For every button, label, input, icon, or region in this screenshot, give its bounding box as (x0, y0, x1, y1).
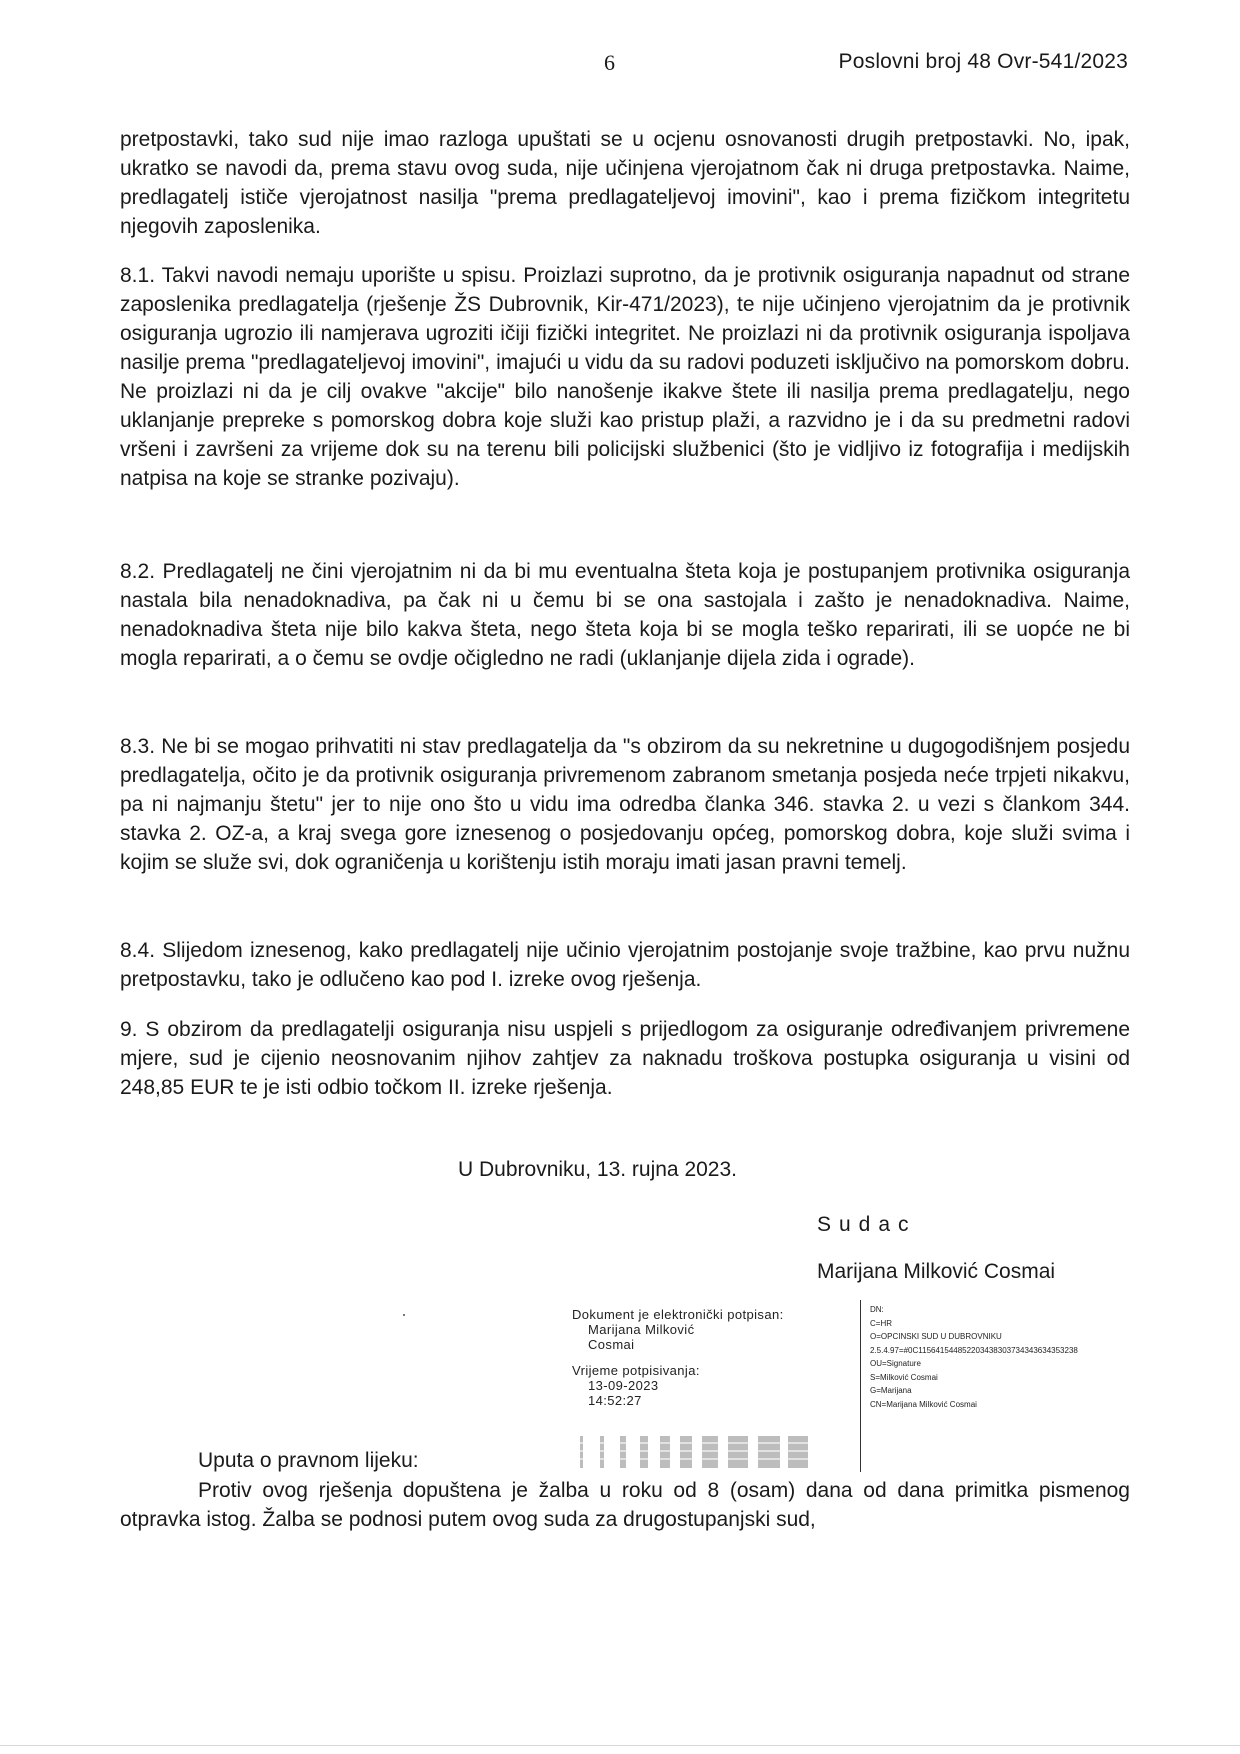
case-number: Poslovni broj 48 Ovr-541/2023 (838, 50, 1128, 73)
signature-divider (860, 1300, 861, 1472)
judge-title: Sudac (817, 1213, 917, 1236)
paragraph-9: 9. S obzirom da predlagatelji osiguranja nisu uspjeli s prijedlogom za osiguranje određivanjem privremene mjere, sud je cijenio neosnovanim njihov zahtjev za naknadu troškova postupka osiguranja u visini od 248,85 EUR te je isti odbio točkom II. izreke rješenja. (120, 1018, 1130, 1099)
dn-line: CN=Marijana Milković Cosmai (870, 1399, 977, 1409)
judge-name: Marijana Milković Cosmai (817, 1260, 1056, 1283)
legal-remedy-text: Protiv ovog rješenja dopuštena je žalba u roku od 8 (osam) dana od dana primitka pismenog otpravka istog. Žalba se podnosi putem ovog suda za drugostupanjski sud, (120, 1479, 1130, 1531)
signer-name-line2: Cosmai (588, 1337, 635, 1352)
signature-barcode-icon (580, 1430, 810, 1470)
dn-line: G=Marijana (870, 1386, 912, 1395)
signature-dn (870, 1303, 1078, 1411)
dn-line: O=OPCINSKI SUD U DUBROVNIKU (870, 1332, 1002, 1341)
dn-line: DN: (870, 1305, 884, 1314)
signing-time: 14:52:27 (588, 1393, 642, 1408)
page-number: 6 (604, 50, 615, 75)
paragraph-8-3: 8.3. Ne bi se mogao prihvatiti ni stav predlagatelja da "s obzirom da su nekretnine u dugogodišnjem posjedu predlagatelja, očito je da protivnik osiguranja privremenom zabranom smetanja posjeda neće trpjeti nikakvu, pa ni najmanju štetu" jer to nije ono što u vidu ima odredba članka 346. stavka 2. u vezi s člankom 344. stavka 2. OZ-a, a kraj svega gore iznesenog o posjedovanju općeg, pomorskog dobra, koje služi svima i kojim se služe svi, dok ograničenja u korištenju istih moraju imati jasan pravni temelj. (120, 735, 1130, 874)
dn-line: S=Milković Cosmai (870, 1372, 938, 1382)
signature-info (572, 1307, 784, 1408)
stray-dot (403, 1314, 405, 1316)
place-date: U Dubrovniku, 13. rujna 2023. (458, 1158, 737, 1181)
signing-date: 13-09-2023 (588, 1378, 659, 1393)
dn-line: C=HR (870, 1318, 893, 1328)
bottom-rule (0, 1745, 1240, 1746)
paragraph-8-4: 8.4. Slijedom iznesenog, kako predlagatelj nije učinio vjerojatnim postojanje svoje tražbine, kao prvu nužnu pretpostavku, tako je odlučeno kao pod I. izreke ovog rješenja. (120, 939, 1130, 991)
paragraph-8-1: 8.1. Takvi navodi nemaju uporište u spisu. Proizlazi suprotno, da je protivnik osiguranja napadnut od strane zaposlenika predlagatelja (rješenje ŽS Dubrovnik, Kir-471/2023), te nije učinjeno vjerojatnim da je protivnik osiguranja ugrozio ili namjerava ugroziti ičiji fizički integritet. Ne proizlazi ni da protivnik osiguranja ispoljava nasilje prema "predlagateljevoj imovini", imajući u vidu da su radovi poduzeti isključivo na pomorskom dobru. Ne proizlazi ni da je cilj ovakve "akcije" bilo nanošenje ikakve štete ili nasilja prema predlagatelju, nego uklanjanje prepreke s pomorskog dobra koje služi kao pristup plaži, a razvidno je i da su predmetni radovi vršeni i završeni za vrijeme dok su na terenu bili policijski službenici (što je vidljivo iz fotografija i medijskih natpisa na koje se stranke pozivaju). (120, 264, 1130, 490)
dn-line: OU=Signature (870, 1359, 921, 1368)
signing-time-label: Vrijeme potpisivanja: (572, 1363, 700, 1378)
dn-line: 2.5.4.97=#0C11564154485220343830373434363435323​8 (870, 1345, 1078, 1355)
paragraph-intro: pretpostavki, tako sud nije imao razloga upuštati se u ocjenu osnovanosti drugih pretpostavki. No, ipak, ukratko se navodi da, prema stavu ovog suda, nije učinjena vjerojatnom čak ni druga pretpostavka. Naime, predlagatelj ističe vjerojatnost nasilja "prema predlagateljevoj imovini", kao i prema fizičkom integritetu njegovih zaposlenika. (120, 128, 1130, 238)
signed-label: Dokument je elektronički potpisan: (572, 1307, 784, 1322)
paragraph-8-2: 8.2. Predlagatelj ne čini vjerojatnim ni da bi mu eventualna šteta koja je postupanjem protivnika osiguranja nastala bila nenadoknadiva, pa čak ni u čemu bi se ona sastojala i zašto je nenadoknadiva. Naime, nenadoknadiva šteta nije bilo kakva šteta, nego šteta koja bi se mogla teško reparirati, ili se uopće ne bi mogla reparirati, a o čemu se ovdje očigledno ne radi (uklanjanje dijela zida i ograde). (120, 560, 1130, 670)
legal-remedy-heading: Uputa o pravnom lijeku: (198, 1449, 419, 1472)
signer-name-line1: Marijana Milković (588, 1322, 695, 1337)
